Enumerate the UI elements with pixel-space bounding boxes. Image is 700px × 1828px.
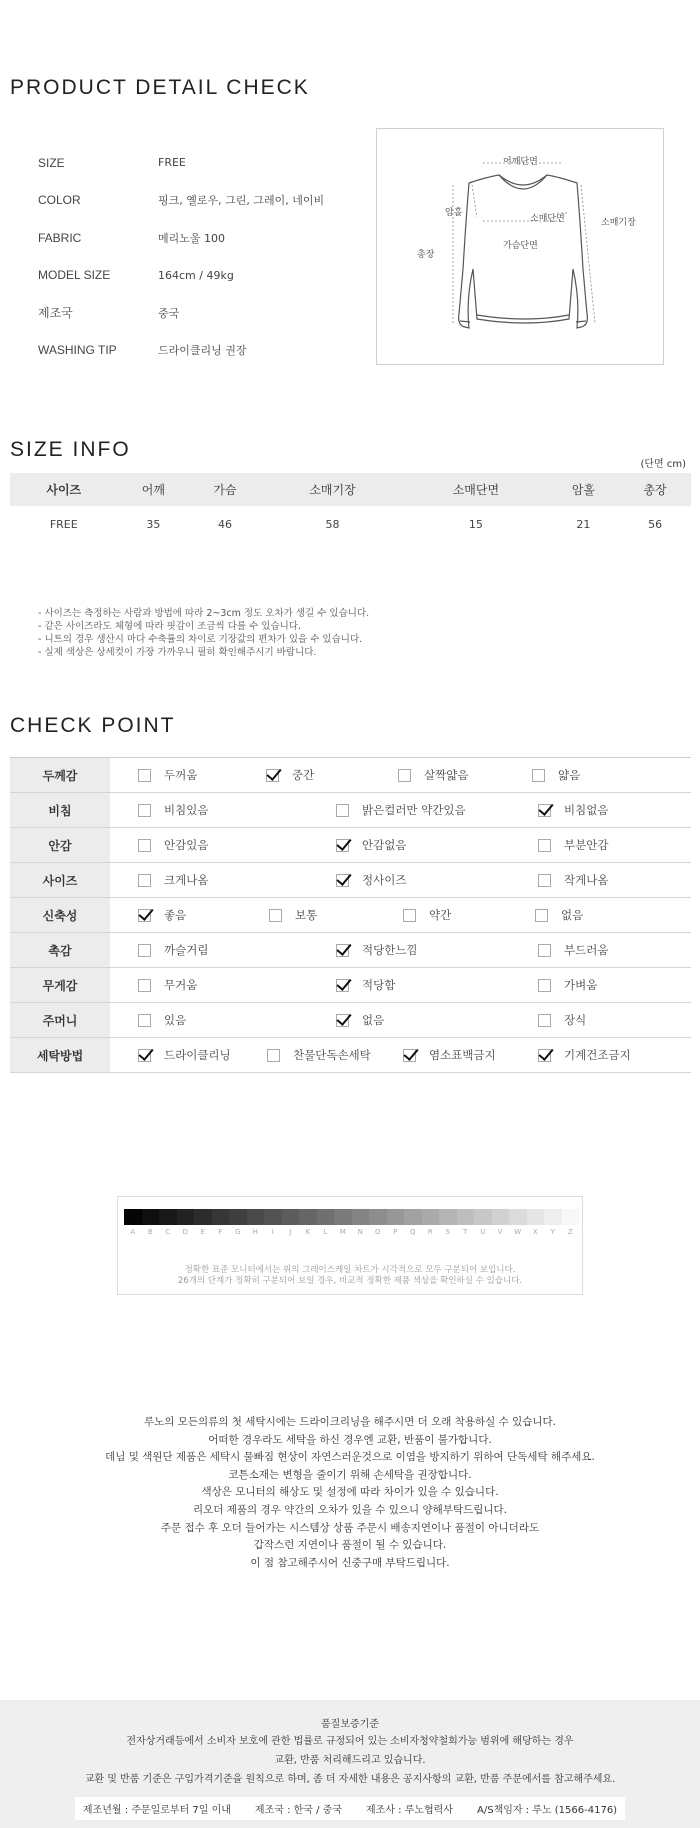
- grayscale-swatch: [387, 1209, 405, 1225]
- grayscale-swatch: [124, 1209, 142, 1225]
- checkbox-icon: [535, 909, 548, 922]
- grayscale-letter: N: [357, 1228, 363, 1236]
- detail-label: COLOR: [38, 193, 81, 208]
- checkbox-icon: [336, 804, 349, 817]
- grayscale-swatch: [422, 1209, 440, 1225]
- size-notes: [38, 607, 369, 659]
- grayscale-swatch: [544, 1209, 562, 1225]
- diagram-label-chest: 가슴단면: [503, 241, 538, 251]
- grayscale-swatch: [299, 1209, 317, 1225]
- size-col-header: 어깨: [118, 473, 190, 506]
- grayscale-letter: L: [323, 1228, 328, 1236]
- check-option: [138, 907, 186, 923]
- grayscale-swatch: [142, 1209, 160, 1225]
- check-row-label: 신축성: [10, 898, 110, 932]
- checkbox-icon: [538, 1014, 551, 1027]
- check-option-label: 좋음: [164, 908, 187, 922]
- grayscale-swatch: [247, 1209, 265, 1225]
- checkbox-icon: [267, 1049, 280, 1062]
- sweater-measurement-diagram: [376, 128, 664, 365]
- check-option-label: 염소표백금지: [429, 1048, 496, 1062]
- grayscale-letter: Z: [567, 1228, 573, 1236]
- check-option-label: 까슬거림: [164, 943, 209, 957]
- grayscale-letter: E: [200, 1228, 205, 1236]
- check-option: [336, 837, 406, 853]
- grayscale-swatch: [352, 1209, 370, 1225]
- size-col-header: 소매단면: [404, 473, 547, 506]
- check-row-label: 무게감: [10, 968, 110, 1002]
- grayscale-letter: D: [182, 1228, 188, 1236]
- size-col-header: 가슴: [189, 473, 261, 506]
- check-option: [538, 942, 608, 958]
- grayscale-letter: H: [252, 1228, 258, 1236]
- check-option-label: 없음: [362, 1013, 385, 1027]
- check-option-label: 얇음: [558, 768, 581, 782]
- care-note: 주문 접수 후 오더 들어가는 시스템상 상품 주문시 배송지연이나 품절이 아니더라도: [160, 1521, 540, 1534]
- checked-box-icon: [336, 1014, 349, 1027]
- check-row-label: 두께감: [10, 758, 110, 792]
- size-note: - 같은 사이즈라도 체형에 따라 핏감이 조금씩 다를 수 있습니다.: [38, 621, 302, 632]
- grayscale-swatch: [439, 1209, 457, 1225]
- care-note: 데님 및 색원단 제품은 세탁시 물빠짐 현상이 자연스러운것으로 이염을 방지하기 위하여 단독세탁 해주세요.: [105, 1451, 595, 1464]
- check-option: [336, 802, 466, 818]
- grayscale-letter: F: [218, 1228, 223, 1236]
- checkbox-icon: [138, 769, 151, 782]
- size-note: - 니트의 경우 생산시 마다 수축률의 차이로 기장값의 편차가 있을 수 있습니다.: [38, 634, 363, 645]
- check-option: [336, 977, 395, 993]
- size-col-header: 사이즈: [10, 473, 118, 506]
- size-cell: 46: [218, 517, 233, 531]
- check-row-label: 주머니: [10, 1003, 110, 1037]
- detail-value: 드라이클리닝 권장: [158, 344, 247, 358]
- grayscale-chart: [117, 1196, 583, 1295]
- checked-box-icon: [538, 1049, 551, 1062]
- detail-label: FABRIC: [38, 230, 82, 245]
- footer-line: 교환, 반품 처리해드리고 있습니다.: [274, 1755, 426, 1766]
- grayscale-letter: O: [374, 1228, 381, 1236]
- check-option: [532, 767, 580, 783]
- grayscale-letter: Y: [550, 1228, 555, 1236]
- checkbox-icon: [138, 979, 151, 992]
- checkbox-icon: [532, 769, 545, 782]
- check-row: [10, 1003, 691, 1038]
- size-cell: FREE: [49, 517, 78, 531]
- detail-label: SIZE: [38, 155, 65, 170]
- checkbox-icon: [269, 909, 282, 922]
- size-unit-note: (단면 cm): [640, 459, 686, 470]
- check-option-label: 비침없음: [564, 803, 609, 817]
- check-row-label: 비침: [10, 793, 110, 827]
- check-option: [538, 837, 608, 853]
- product-detail-title: PRODUCT DETAIL CHECK: [10, 76, 310, 99]
- size-cell: 21: [576, 517, 591, 531]
- check-option-label: 부분안감: [564, 838, 609, 852]
- check-option-label: 크게나옴: [164, 873, 209, 887]
- check-option-label: 살짝얇음: [424, 768, 469, 782]
- check-option: [138, 767, 197, 783]
- size-cell: 56: [648, 517, 663, 531]
- grayscale-swatch: [527, 1209, 545, 1225]
- footer-line: 전자상거래등에서 소비자 보호에 관한 법률로 규정되어 있는 소비자청약철회가능 범위에 해당하는 경우: [126, 1736, 574, 1747]
- check-option-label: 비침있음: [164, 803, 209, 817]
- check-option-label: 안감있음: [164, 838, 209, 852]
- check-option: [538, 872, 608, 888]
- size-cell: 35: [146, 517, 161, 531]
- grayscale-swatch: [562, 1209, 580, 1225]
- check-option: [336, 1012, 384, 1028]
- checked-box-icon: [138, 1049, 151, 1062]
- size-col-header: 총장: [619, 473, 691, 506]
- grayscale-swatch: [212, 1209, 230, 1225]
- grayscale-swatch: [334, 1209, 352, 1225]
- product-detail-table: [38, 144, 368, 369]
- check-option: [403, 907, 451, 923]
- check-option-label: 없음: [561, 908, 584, 922]
- check-option: [138, 942, 208, 958]
- check-option: [138, 1012, 186, 1028]
- size-table-header: [10, 473, 691, 506]
- care-note: 코튼소재는 변형을 줄이기 위해 손세탁을 권장합니다.: [228, 1468, 472, 1481]
- detail-row-washing: [38, 332, 368, 370]
- check-row-label: 사이즈: [10, 863, 110, 897]
- grayscale-swatch: [369, 1209, 387, 1225]
- size-note: - 실제 색상은 상세컷이 가장 가까우니 필히 확인해주시기 바랍니다.: [38, 647, 317, 658]
- grayscale-swatch: [492, 1209, 510, 1225]
- grayscale-letter: A: [130, 1228, 136, 1236]
- care-note: 갑작스런 지연이나 품절이 될 수 있습니다.: [253, 1539, 447, 1552]
- checked-box-icon: [138, 909, 151, 922]
- size-info-title: SIZE INFO: [10, 438, 131, 461]
- check-option-label: 적당한느낌: [362, 943, 418, 957]
- check-option-label: 있음: [164, 1013, 187, 1027]
- detail-value: FREE: [158, 156, 186, 170]
- check-option-label: 부드러움: [564, 943, 609, 957]
- diagram-label-sleeve-width: 소매단면: [530, 214, 565, 224]
- checked-box-icon: [336, 944, 349, 957]
- care-notes: [0, 1414, 700, 1572]
- detail-row-origin: [38, 294, 368, 332]
- check-option: [138, 1047, 231, 1063]
- grayscale-letter: C: [165, 1228, 171, 1236]
- detail-value: 164cm / 49kg: [158, 268, 234, 282]
- grayscale-swatch: [474, 1209, 492, 1225]
- checked-box-icon: [266, 769, 279, 782]
- footer-info: 제조사 : 루노협력사: [366, 1805, 454, 1816]
- detail-label: WASHING TIP: [38, 343, 117, 358]
- care-note: 색상은 모니터의 해상도 및 설정에 따라 차이가 있을 수 있습니다.: [201, 1486, 499, 1499]
- check-option: [266, 767, 314, 783]
- checkbox-icon: [138, 874, 151, 887]
- footer-info: 제조년월 : 주문일로부터 7일 이내: [82, 1805, 231, 1816]
- grayscale-letter: T: [463, 1228, 468, 1236]
- check-option: [269, 907, 317, 923]
- check-option-label: 찬물단독손세탁: [293, 1048, 371, 1062]
- detail-label: 제조국: [38, 306, 73, 321]
- grayscale-letter: I: [271, 1228, 274, 1236]
- grayscale-letter: X: [532, 1228, 538, 1236]
- check-option-label: 드라이클리닝: [164, 1048, 231, 1062]
- checkbox-icon: [538, 979, 551, 992]
- care-note: 루노의 모든의류의 첫 세탁시에는 드라이크리닝을 해주시면 더 오래 착용하실 수 있습니다.: [143, 1416, 556, 1428]
- size-col-header: 암홀: [548, 473, 620, 506]
- grayscale-swatch: [282, 1209, 300, 1225]
- quality-guarantee-footer: [0, 1700, 700, 1828]
- footer-info: 제조국 : 한국 / 중국: [254, 1805, 342, 1816]
- check-option-label: 안감없음: [362, 838, 407, 852]
- size-col-header: 소매기장: [261, 473, 404, 506]
- detail-label: MODEL SIZE: [38, 268, 111, 283]
- care-note: 리오더 제품의 경우 약간의 오차가 있을 수 있으니 양해부탁드립니다.: [192, 1503, 508, 1516]
- checkbox-icon: [538, 874, 551, 887]
- footer-line: 교환 및 반품 기준은 구입가격기준을 원칙으로 하며, 좀 더 자세한 내용은 공지사항의 교환, 반품 주문에서를 참고해주세요.: [84, 1774, 616, 1785]
- grayscale-letters: [124, 1228, 579, 1236]
- check-row: [10, 933, 691, 968]
- check-row: [10, 898, 691, 933]
- care-note: 어떠한 경우라도 세탁을 하신 경우엔 교환, 반품이 불가합니다.: [208, 1433, 492, 1446]
- checkbox-icon: [138, 804, 151, 817]
- checkbox-icon: [538, 944, 551, 957]
- care-note: 이 점 참고해주시어 신중구매 부탁드립니다.: [250, 1556, 450, 1569]
- grayscale-letter: P: [393, 1228, 398, 1236]
- check-option: [138, 837, 208, 853]
- size-cell: 58: [325, 517, 340, 531]
- check-row-label: 안감: [10, 828, 110, 862]
- check-option: [138, 872, 208, 888]
- grayscale-letter: Q: [409, 1228, 416, 1236]
- checkbox-icon: [138, 944, 151, 957]
- grayscale-letter: W: [514, 1228, 522, 1236]
- grayscale-swatch: [159, 1209, 177, 1225]
- diagram-label-armhole: 암홀: [445, 208, 463, 218]
- checkbox-icon: [398, 769, 411, 782]
- grayscale-letter: M: [339, 1228, 346, 1236]
- grayscale-swatch: [229, 1209, 247, 1225]
- grayscale-letter: V: [497, 1228, 503, 1236]
- size-table: [10, 473, 691, 542]
- checkbox-icon: [138, 839, 151, 852]
- grayscale-note-line: 26개의 단계가 정확히 구분되어 보일 경우, 비교적 정확한 제품 색상을 확인하실 수 있습니다.: [177, 1276, 523, 1286]
- table-row: [10, 506, 691, 542]
- check-row: [10, 968, 691, 1003]
- grayscale-letter: B: [147, 1228, 153, 1236]
- check-row: [10, 1038, 691, 1073]
- check-option: [336, 872, 406, 888]
- check-option-label: 약간: [429, 908, 452, 922]
- check-option: [138, 977, 197, 993]
- check-option: [138, 802, 208, 818]
- detail-value: 메리노울 100: [158, 231, 225, 245]
- grayscale-swatch: [457, 1209, 475, 1225]
- check-option: [538, 977, 597, 993]
- diagram-label-shoulder: 어깨단면: [503, 157, 538, 167]
- grayscale-note-line: 정확한 표준 모니터에서는 위의 그레이스케일 차트가 시각적으로 모두 구분되어 보입니다.: [184, 1265, 516, 1275]
- footer-title: 품질보증기준: [321, 1719, 379, 1730]
- check-option-label: 무거움: [164, 978, 198, 992]
- check-option-label: 보통: [295, 908, 318, 922]
- diagram-label-length: 총장: [417, 250, 435, 260]
- size-cell: 15: [468, 517, 483, 531]
- diagram-label-sleeve-length: 소매기장: [601, 218, 636, 228]
- size-note: - 사이즈는 측정하는 사람과 방법에 따라 2~3cm 정도 오차가 생길 수 있습니다.: [38, 608, 370, 619]
- grayscale-letter: U: [480, 1228, 486, 1236]
- footer-info-bar: [75, 1797, 625, 1820]
- check-row: [10, 758, 691, 793]
- checkbox-icon: [538, 839, 551, 852]
- check-option: [336, 942, 418, 958]
- check-option: [267, 1047, 371, 1063]
- checked-box-icon: [403, 1049, 416, 1062]
- grayscale-letter: K: [305, 1228, 311, 1236]
- grayscale-swatch: [509, 1209, 527, 1225]
- checked-box-icon: [538, 804, 551, 817]
- detail-value: 핑크, 옐로우, 그린, 그레이, 네이비: [158, 194, 325, 208]
- checkbox-icon: [138, 1014, 151, 1027]
- grayscale-swatch: [317, 1209, 335, 1225]
- check-point-title: CHECK POINT: [10, 714, 176, 737]
- grayscale-swatch: [264, 1209, 282, 1225]
- check-option-label: 기계건조금지: [564, 1048, 631, 1062]
- detail-row-color: [38, 182, 368, 220]
- check-row: [10, 863, 691, 898]
- check-option: [398, 767, 468, 783]
- checked-box-icon: [336, 874, 349, 887]
- grayscale-swatch: [194, 1209, 212, 1225]
- check-row-label: 세탁방법: [10, 1038, 110, 1072]
- check-option-label: 두꺼움: [164, 768, 198, 782]
- check-option-label: 중간: [292, 768, 315, 782]
- check-option-label: 작게나옴: [564, 873, 609, 887]
- grayscale-note: [118, 1265, 582, 1287]
- check-option-label: 밝은컬러만 약간있음: [362, 803, 466, 817]
- grayscale-swatch: [404, 1209, 422, 1225]
- grayscale-letter: R: [427, 1228, 433, 1236]
- checked-box-icon: [336, 839, 349, 852]
- footer-info: A/S책임자 : 루노 (1566-4176): [477, 1805, 618, 1816]
- grayscale-swatch: [177, 1209, 195, 1225]
- grayscale-bar: [124, 1209, 579, 1225]
- detail-row-fabric: [38, 219, 368, 257]
- check-row: [10, 828, 691, 863]
- check-row-label: 촉감: [10, 933, 110, 967]
- grayscale-letter: S: [445, 1228, 450, 1236]
- check-option-label: 장식: [564, 1013, 587, 1027]
- check-option-label: 적당함: [362, 978, 396, 992]
- grayscale-letter: J: [289, 1228, 292, 1236]
- checked-box-icon: [336, 979, 349, 992]
- detail-value: 중국: [158, 306, 180, 320]
- grayscale-letter: G: [235, 1228, 241, 1236]
- check-option-label: 정사이즈: [362, 873, 407, 887]
- check-option: [403, 1047, 496, 1063]
- detail-row-size: [38, 144, 368, 182]
- check-option-label: 가벼움: [564, 978, 598, 992]
- check-option: [538, 1047, 631, 1063]
- check-row: [10, 793, 691, 828]
- check-option: [538, 1012, 586, 1028]
- check-option: [535, 907, 583, 923]
- checkbox-icon: [403, 909, 416, 922]
- check-option: [538, 802, 608, 818]
- check-point-table: [10, 757, 691, 1073]
- detail-row-model-size: [38, 257, 368, 295]
